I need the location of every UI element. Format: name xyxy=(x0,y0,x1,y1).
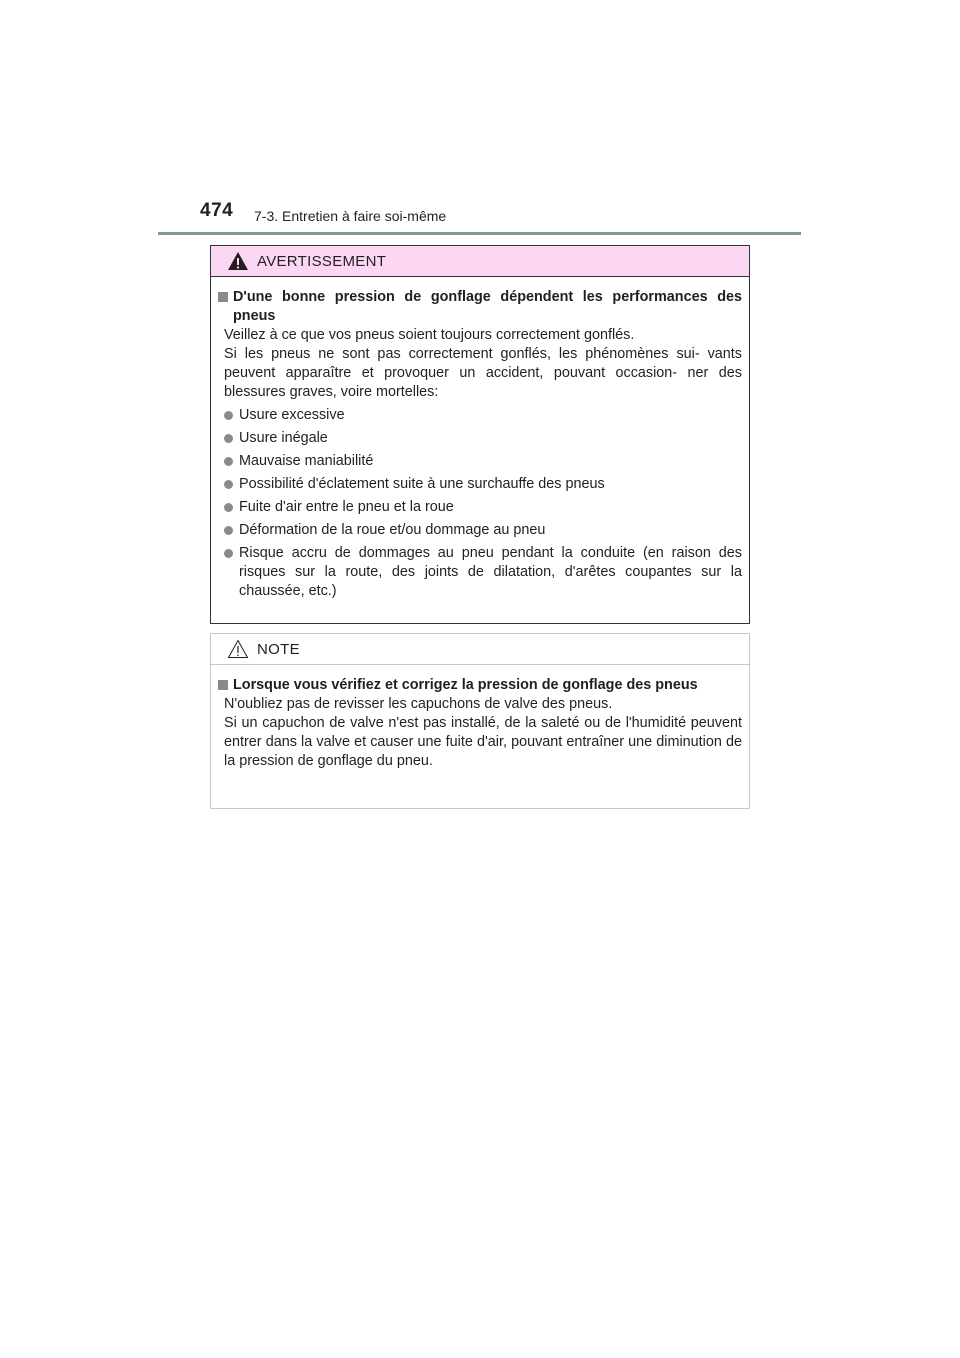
warning-paragraph-2: Si les pneus ne sont pas correctement gonflés, les phénomènes sui- vants peuvent apparaître et provoquer un accident, pouvant occasion- ner des blessures graves, voire mortelles: xyxy=(224,346,742,400)
dot-bullet-icon xyxy=(224,480,233,489)
bullet-text: Usure excessive xyxy=(239,407,345,423)
note-paragraph-1: N'oubliez pas de revisser les capuchons de valve des pneus. xyxy=(224,696,613,712)
note-title: NOTE xyxy=(257,640,300,658)
note-paragraph-2: Si un capuchon de valve n'est pas installé, de la saleté ou de l'humidité peuvent entrer dans la valve et causer une fuite d'air, pouvant entraîner une diminution de la pression de gonflage du pneu. xyxy=(224,715,742,769)
dot-bullet-icon xyxy=(224,526,233,535)
note-body xyxy=(211,665,749,771)
list-item xyxy=(224,544,742,601)
dot-bullet-icon xyxy=(224,503,233,512)
bullet-text: Usure inégale xyxy=(239,430,328,446)
square-bullet-icon xyxy=(218,680,228,690)
caution-outline-triangle-icon xyxy=(227,639,249,659)
warning-paragraph-1: Veillez à ce que vos pneus soient toujours correctement gonflés. xyxy=(224,327,635,343)
dot-bullet-icon xyxy=(224,549,233,558)
warning-box xyxy=(210,245,750,624)
warning-heading: D'une bonne pression de gonflage dépendent les performances des pneus xyxy=(233,289,742,324)
list-item xyxy=(224,475,742,494)
note-heading: Lorsque vous vérifiez et corrigez la pression de gonflage des pneus xyxy=(233,677,698,693)
list-item xyxy=(224,452,742,471)
dot-bullet-icon xyxy=(224,434,233,443)
warning-header xyxy=(211,246,749,277)
warning-bullet-list xyxy=(218,406,742,601)
list-item xyxy=(224,498,742,517)
bullet-text: Fuite d'air entre le pneu et la roue xyxy=(239,499,454,515)
note-box xyxy=(210,633,750,809)
list-item xyxy=(224,429,742,448)
bullet-text: Mauvaise maniabilité xyxy=(239,453,374,469)
header-rule xyxy=(158,232,801,235)
section-title: 7-3. Entretien à faire soi-même xyxy=(254,208,447,224)
bullet-text: Déformation de la roue et/ou dommage au pneu xyxy=(239,522,546,538)
dot-bullet-icon xyxy=(224,457,233,466)
note-header xyxy=(211,634,749,665)
warning-title: AVERTISSEMENT xyxy=(257,252,387,270)
list-item xyxy=(224,521,742,540)
bullet-text: Risque accru de dommages au pneu pendant la conduite (en raison des risques sur la route, des joints de dilatation, d'arêtes coupantes sur la chaussée, etc.) xyxy=(239,545,742,599)
warning-body xyxy=(211,277,749,601)
dot-bullet-icon xyxy=(224,411,233,420)
square-bullet-icon xyxy=(218,292,228,302)
list-item xyxy=(224,406,742,425)
bullet-text: Possibilité d'éclatement suite à une surchauffe des pneus xyxy=(239,476,605,492)
page-number: 474 xyxy=(200,200,234,221)
note-heading-row xyxy=(218,676,742,695)
warning-heading-row xyxy=(218,288,742,326)
warning-triangle-icon xyxy=(227,251,249,271)
